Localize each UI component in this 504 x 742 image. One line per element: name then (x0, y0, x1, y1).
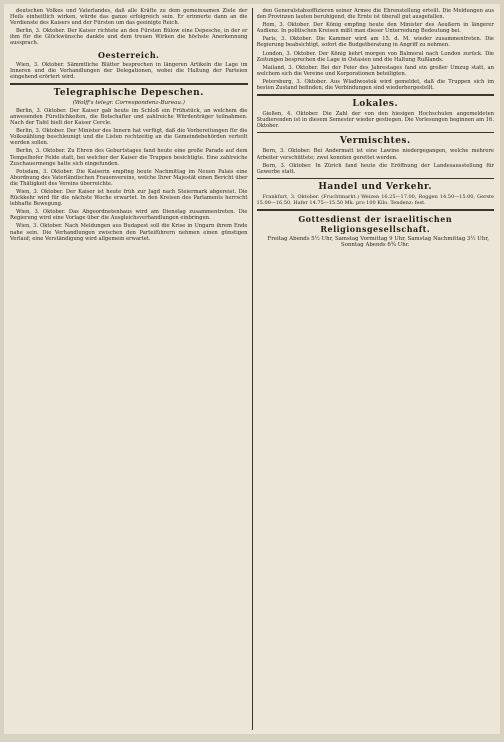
paragraph: Wien, 3. Oktober. Das Abgeordnetenhaus wird am Dienstag zusammentreten. Die Regierung wird eine Vorlage über die Ausgleichsverhandlungen einbringen. (10, 209, 248, 222)
paragraph: Bern, 3. Oktober. In Zürich fand heute die Eröffnung der Landesausstellung für Gewerbe statt. (256, 162, 494, 175)
divider (10, 83, 248, 85)
paragraph: Bern, 3. Oktober. Bei Andermatt ist eine Lawine niedergegangen, welche mehrere Arbeiter verschüttete; zwei konnten gerettet werden. (256, 148, 494, 161)
paragraph: Paris, 3. Oktober. Die Kammer wird am 15. d. M. wieder zusammentreten. Die Regierung beabsichtigt, sofort die Budgetberatung in Angriff zu nehmen. (256, 36, 494, 49)
divider (257, 178, 495, 179)
right-column (257, 8, 495, 730)
paragraph: Rom, 3. Oktober. Der König empfing heute den Minister des Aeußern in längerer Audienz. In politischen Kreisen mißt man dieser Unterredung Bedeutung bei. (256, 22, 494, 35)
section-subheading: (Wolff's telegr. Correspondenz-Bureau.) (72, 99, 185, 106)
paragraph: Potsdam, 3. Oktober. Die Kaiserin empfing heute Nachmittag im Neuen Palais eine Abordnung des Vaterländischen Frauenvereins, welche Ihrer Majestät einen Bericht über die Thätigkeit des Vereins überreichte. (10, 168, 248, 187)
paragraph: Berlin, 3. Oktober. Der Kaiser gab heute im Schloß ein Frühstück, an welchem die anwesenden Fürstlichkeiten, die Botschafter und zahlreiche Würdenträger teilnahmen. Nach der Tafel hielt der Kaiser Cercle. (10, 107, 248, 127)
paragraph: Wien, 3. Oktober. Sämmtliche Blätter besprechen in längeren Artikeln die Lage im Inneren und die Verhandlungen der Delegationen, wobei die Haltung der Parteien eingehend erörtert wird. (10, 61, 248, 80)
paragraph: den Generalstabsoffizieren seiner Armee die Ehrenstellung erteilt. Die Meldungen aus den Provinzen lauten beruhigend, die Ernte ist überall gut ausgefallen. (256, 8, 494, 21)
section-heading: Vermischtes. (339, 136, 411, 147)
section-heading: Telegraphische Depeschen. (53, 87, 204, 98)
section-heading: Gottesdienst der israelitischen Religionsgesellschaft. (298, 213, 453, 234)
paragraph: Frankfurt, 3. Oktober. (Fruchtmarkt.) Weizen 16.25—17.00, Roggen 14.50—15.00, Gerste 15.00—16.50, Hafer 14.75—15.50 Mk. pro 100 Kilo. Tendenz: fest. (256, 193, 494, 206)
paragraph: Berlin, 3. Oktober. Der Kaiser richtete an den Fürsten Bülow eine Depesche, in der er ihm für die Glückwünsche dankte und dem treuen Wirken die höchste Anerkennung aussprach. (10, 28, 248, 47)
divider (257, 94, 495, 96)
section-heading: Lokales. (352, 99, 399, 110)
newspaper-page (4, 4, 500, 734)
section-heading: Handel und Verkehr. (318, 181, 433, 192)
paragraph: deutschen Volkes und Vaterlandes, daß alle Kräfte zu dem gemeinsamen Ziele der Heils einheitlich wirken, würde das ganze erfolgreich sein. Er erinnerte dann an die Verdienste des Kaisers und der Fürsten um das geeinigte Reich. (10, 8, 248, 27)
paragraph: Wien, 3. Oktober. Der Kaiser ist heute früh zur Jagd nach Steiermark abgereist. Die Rückkehr wird für die nächste Woche erwartet. In den Kreisen des Parlaments herrscht lebhafte Bewegung. (10, 188, 248, 208)
paragraph: Mailand, 3. Oktober. Bei der Feier des Jahrestages fand ein großer Umzug statt, an welchem sich die Vereine und Korporationen beteiligten. (256, 64, 494, 77)
left-column (10, 8, 248, 730)
paragraph: Berlin, 3. Oktober. Der Minister des Innern hat verfügt, daß die Vorbereitungen für die Volkszählung beschleunigt und die Listen rechtzeitig an die Gemeindebehörden verteilt werden sollen. (10, 128, 248, 147)
column-rule (252, 8, 253, 730)
paragraph: Wien, 3. Oktober. Nach Meldungen aus Budapest soll die Krise in Ungarn ihrem Ende nahe sein. Die Verhandlungen zwischen den Parteiführern nehmen einen günstigen Verlauf; eine Verständigung wird allgemein erwartet. (10, 223, 248, 242)
paragraph: Gießen, 4. Oktober. Die Zahl der von den hiesigen Hochschulen angemeldeten Studierenden ist in diesem Semester wieder gestiegen. Die Vorlesungen beginnen am 16. Oktober. (256, 111, 494, 130)
paragraph: Freitag Abends 5½ Uhr, Samstag Vormittag 9 Uhr, Samstag Nachmittag 3½ Uhr, Sonntag Abends 6¾ Uhr. (267, 235, 490, 248)
divider (257, 209, 495, 211)
paragraph: Petersburg, 3. Oktober. Aus Wladiwostok wird gemeldet, daß die Truppen sich im besten Zustand befinden; die Verbindungen sind wiederhergestellt. (256, 78, 494, 92)
divider (257, 132, 495, 133)
paragraph: London, 3. Oktober. Der König kehrt morgen von Balmoral nach London zurück. Die Zeitungen besprechen die Lage in Ostasien und die Haltung Rußlands. (256, 50, 494, 63)
paragraph: Berlin, 3. Oktober. Zu Ehren des Geburtstages fand heute eine große Parade auf dem Tempelhofer Felde statt, bei welcher der Kaiser die Truppen besichtigte. Eine zahlreiche Zuschauermenge hatte sich eingefunden. (10, 148, 248, 167)
section-heading: Oesterreich. (98, 49, 160, 60)
